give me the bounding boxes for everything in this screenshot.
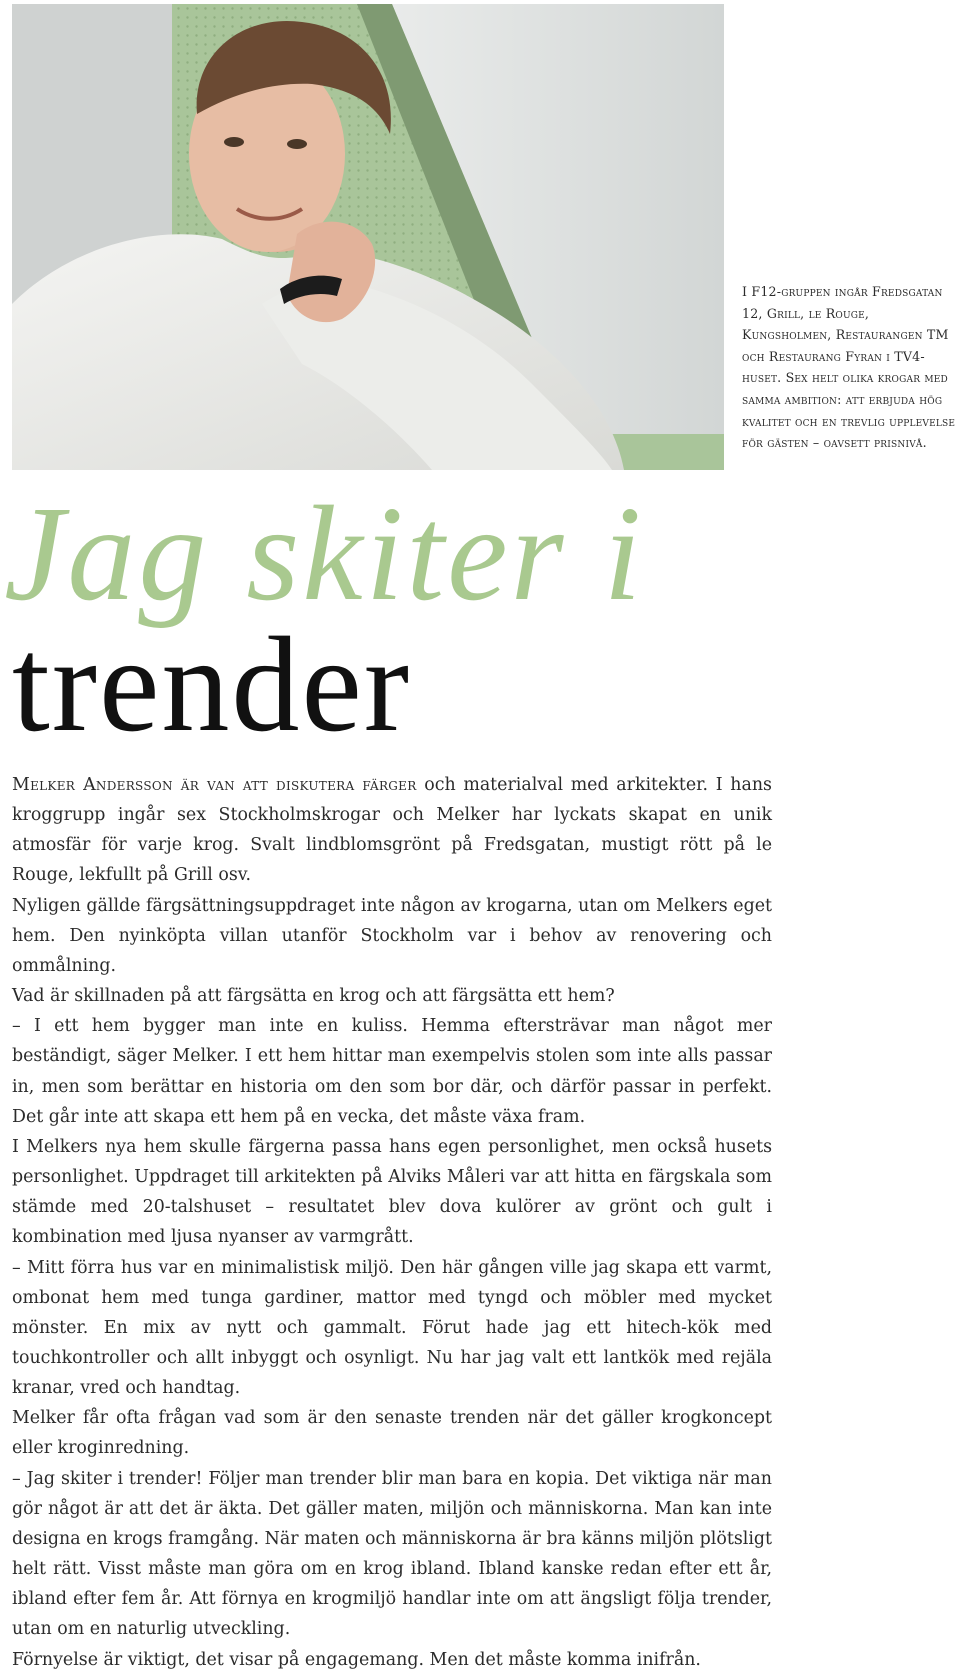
lead-rest: och materialval med arkitekter. I hans kroggrupp ingår sex Stockholmskrogar och Melker har lyckats skapat en unik atmosfär för varje krog. Svalt lindblomsgrönt på Fredsgatan, mustigt rött på le Rouge, lekfullt på Grill osv. (12, 775, 772, 886)
article-paragraph: Nyligen gällde färgsättningsuppdraget inte någon av krogarna, utan om Melkers eget hem. Den nyinköpta villan utanför Stockholm var i behov av renovering och ommålning. (12, 895, 772, 976)
article-paragraph: I Melkers nya hem skulle färgerna passa hans egen personlighet, men också husets personlighet. Uppdraget till arkitekten på Alviks Måleri var att hitta en färgskala som stämde med 20-talshuset – resultatet blev dova kulörer av grönt och gult i kombination med ljusa nyanser av varmgrått. (12, 1136, 772, 1248)
article-paragraph: – Jag skiter i trender! Följer man trender blir man bara en kopia. Det viktiga när man gör något är att det är äkta. Det gäller maten, miljön och människorna. Man kan inte designa en krogs framgång. När maten och människorna är bra känns miljön plötsligt helt rätt. Visst måste man göra om en krog ibland. Ibland kanske redan efter ett år, ibland efter fem år. Att förnya en krogmiljö handlar inte om att ängsligt följa trender, utan om en naturlig utveckling. (12, 1468, 772, 1640)
article-lead (12, 770, 772, 891)
portrait-photo (12, 4, 724, 470)
headline-italic: Jag skiter i (4, 479, 645, 629)
headline-main: trender (12, 610, 412, 760)
sidebar-caption: I F12-gruppen ingår Fredsgatan 12, Grill, le Rouge, Kungsholmen, Restaurangen TM och Restaurang Fyran i TV4-huset. Sex helt olika krogar med samma ambition: att erbjuda hög kvalitet och en trevlig upplevelse för gästen – oavsett prisnivå. (742, 284, 956, 451)
article-body (12, 770, 772, 1675)
article-paragraph: – I ett hem bygger man inte en kuliss. Hemma eftersträvar man något mer beständigt, säger Melker. I ett hem hittar man exempelvis stolen som inte alls passar in, men som berättar en historia om den som bor där, och därför passar in perfekt. Det går inte att skapa ett hem på en vecka, det måste växa fram. (12, 1016, 772, 1127)
article-closing: Förnyelse är viktigt, det visar på engagemang. Men det måste komma inifrån. (12, 1649, 701, 1670)
article-question: Vad är skillnaden på att färgsätta en krog och att färgsätta ett hem? (12, 986, 615, 1007)
article-paragraph: Melker får ofta frågan vad som är den senaste trenden när det gäller krogkoncept eller kroginredning. (12, 1408, 772, 1459)
lead-smallcaps: Melker Andersson är van att diskutera färger (12, 775, 417, 795)
article-paragraph: – Mitt förra hus var en minimalistisk miljö. Den här gången ville jag skapa ett varmt, ombonat hem med tunga gardiner, mattor med tyngd och möbler med mycket mönster. En mix av nytt och gammalt. Förut hade jag ett hitech-kök med touchkontroller och allt inbyggt och osynligt. Nu har jag valt ett lantkök med rejäla kranar, vred och handtag. (12, 1257, 772, 1399)
